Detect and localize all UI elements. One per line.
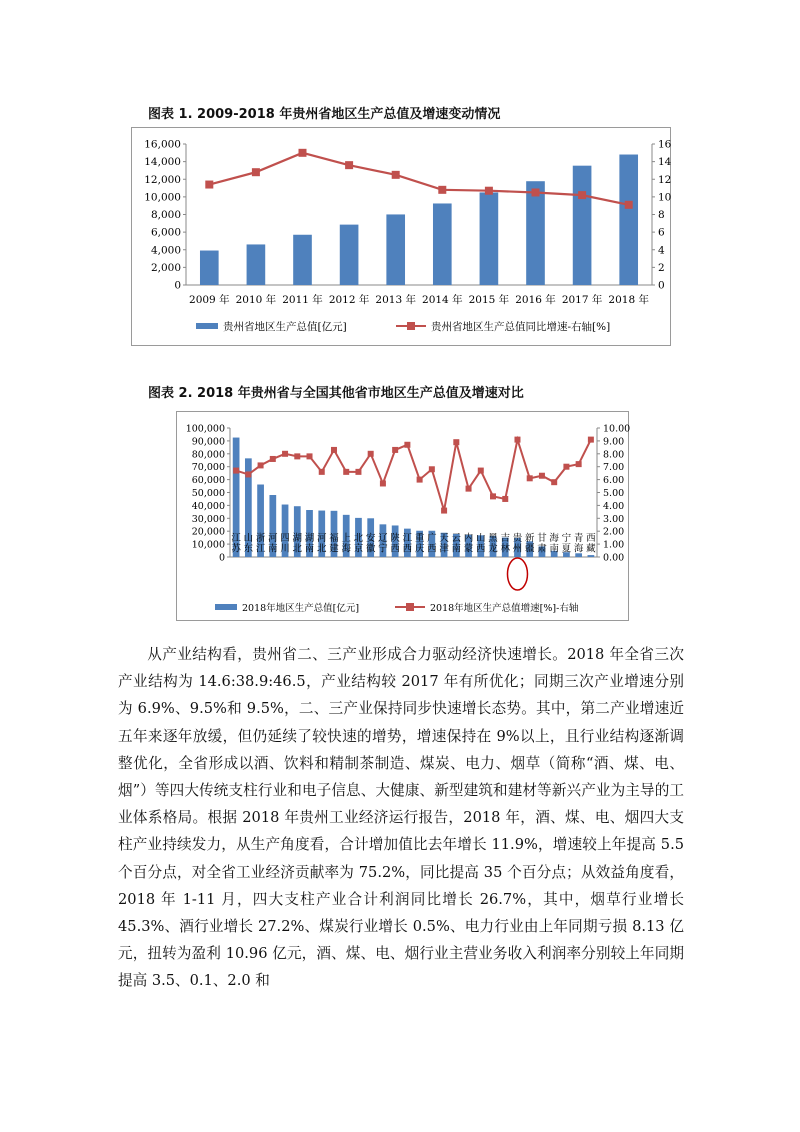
body-text <box>118 641 684 995</box>
fig2-growth-point <box>551 479 557 485</box>
fig2-growth-point <box>294 453 300 459</box>
fig2-category-label: 上海 <box>341 533 351 555</box>
fig2-legend-line-label: 2018年地区生产总值增速[%]-右轴 <box>430 603 579 614</box>
fig1-left-tick-label: 16,000 <box>144 138 181 151</box>
fig2-left-tick-label: 70,000 <box>191 462 225 474</box>
fig2-left-tick-label: 10,000 <box>191 539 225 551</box>
fig2-category-label: 黑龙 <box>488 533 498 555</box>
fig2-growth-point <box>429 466 435 472</box>
fig2-left-tick-label: 40,000 <box>191 500 225 512</box>
fig2-category-label: 陕西 <box>390 533 400 555</box>
fig2-right-tick-label: 9.00 <box>603 436 625 448</box>
fig2-category-label: 西藏 <box>586 533 596 555</box>
fig2-category-label: 青海 <box>573 533 584 555</box>
fig2-category-label: 河北 <box>316 533 327 555</box>
fig2-growth-point <box>539 473 545 479</box>
fig1-bar <box>247 244 266 285</box>
fig1-category-label: 2011 年 <box>282 294 323 306</box>
fig1-category-label: 2014 年 <box>422 294 463 306</box>
fig1-right-tick-label: 2 <box>658 261 665 274</box>
fig2-category-label: 内蒙 <box>463 533 474 555</box>
fig2-right-tick-label: 0.00 <box>603 552 625 564</box>
fig2-category-label: 江苏 <box>231 533 241 555</box>
fig2-growth-point <box>514 437 520 443</box>
fig2-right-tick-label: 5.00 <box>603 488 625 499</box>
fig2-category-label: 新疆 <box>524 533 535 555</box>
fig2-category-label: 福建 <box>329 533 339 555</box>
fig1-growth-point <box>392 171 400 179</box>
fig2-category-label: 重庆 <box>414 533 425 555</box>
fig2-right-tick-label: 10.00 <box>603 423 631 435</box>
fig2-growth-point <box>490 493 496 499</box>
fig1-category-label: 2016 年 <box>515 294 556 306</box>
fig2-right-tick-label: 3.00 <box>603 513 625 525</box>
fig2-growth-line <box>236 440 591 511</box>
fig2-growth-point <box>380 480 386 486</box>
fig1-right-tick-label: 4 <box>658 244 665 257</box>
fig2-left-tick-label: 20,000 <box>191 526 225 538</box>
fig1-bar <box>573 166 592 285</box>
fig2-left-tick-label: 80,000 <box>191 449 225 461</box>
fig2-growth-point <box>319 469 325 475</box>
fig2-left-tick-label: 30,000 <box>191 513 225 525</box>
fig2-growth-point <box>233 468 239 474</box>
fig2-right-tick-label: 7.00 <box>603 462 625 474</box>
fig1-right-tick-label: 8 <box>658 209 665 221</box>
fig2-growth-point <box>245 471 251 477</box>
fig1-growth-point <box>345 161 353 169</box>
fig1-growth-point <box>252 168 260 176</box>
fig2-right-tick-label: 1.00 <box>603 539 625 551</box>
fig2-right-tick-label: 6.00 <box>603 475 625 487</box>
fig2-growth-point <box>392 447 398 453</box>
fig1-growth-point <box>578 191 586 199</box>
fig2-category-label: 辽宁 <box>378 533 388 555</box>
fig2-bar <box>588 555 595 557</box>
fig2-left-tick-label: 50,000 <box>191 488 225 499</box>
fig2-category-label: 甘肃 <box>537 533 547 555</box>
fig2-growth-point <box>588 437 594 443</box>
fig2-growth-point <box>331 447 337 453</box>
fig2-category-label: 宁夏 <box>561 533 572 555</box>
fig1-growth-line <box>209 153 628 205</box>
fig1-right-tick-label: 14 <box>658 156 672 169</box>
fig2-growth-point <box>355 469 361 475</box>
fig2-category-label: 安徽 <box>365 533 376 555</box>
fig2-legend-line-marker <box>406 603 414 611</box>
fig2-left-tick-label: 0 <box>218 552 225 564</box>
fig1-growth-point <box>625 201 633 209</box>
fig2-left-tick-label: 90,000 <box>191 436 225 448</box>
fig1-category-label: 2009 年 <box>189 294 230 306</box>
figure1-caption: 图表 1. 2009-2018 年贵州省地区生产总值及增速变动情况 <box>148 107 501 122</box>
fig2-legend-bar-label: 2018年地区生产总值[亿元] <box>242 603 360 614</box>
fig1-right-tick-label: 16 <box>658 138 672 151</box>
fig2-growth-point <box>441 508 447 514</box>
fig2-growth-point <box>576 461 582 467</box>
fig1-legend-line-label: 贵州省地区生产总值同比增速-右轴[%] <box>431 321 611 333</box>
fig2-category-label: 湖南 <box>304 533 315 555</box>
fig2-category-label: 北京 <box>353 533 364 555</box>
fig2-category-label: 山东 <box>243 533 254 555</box>
fig2-growth-point <box>466 486 472 492</box>
fig1-category-label: 2012 年 <box>328 294 370 306</box>
fig2-category-label: 海南 <box>549 533 559 555</box>
fig1-right-tick-label: 0 <box>658 279 665 292</box>
fig2-right-tick-label: 4.00 <box>603 500 625 512</box>
fig2-category-label: 吉林 <box>500 533 511 555</box>
figure2-svg <box>177 412 631 620</box>
fig2-growth-point <box>270 456 276 462</box>
fig1-growth-point <box>438 186 446 194</box>
fig1-right-tick-label: 6 <box>658 226 665 239</box>
fig2-category-label: 浙江 <box>255 533 266 555</box>
fig2-growth-point <box>343 469 349 475</box>
fig1-category-label: 2013 年 <box>375 294 416 306</box>
fig2-growth-point <box>368 451 374 457</box>
figure2-caption: 图表 2. 2018 年贵州省与全国其他省市地区生产总值及增速对比 <box>148 386 524 401</box>
figure1-svg <box>132 128 670 345</box>
fig2-right-tick-label: 2.00 <box>603 526 625 538</box>
fig2-category-label: 云南 <box>451 533 462 555</box>
fig1-legend-line-marker <box>407 322 415 330</box>
fig2-growth-point <box>282 451 288 457</box>
fig2-category-label: 山西 <box>476 533 486 555</box>
fig1-left-tick-label: 14,000 <box>144 156 181 169</box>
fig2-category-label: 贵州 <box>512 533 523 555</box>
fig2-right-tick-label: 8.00 <box>603 449 625 461</box>
fig2-growth-point <box>307 453 313 459</box>
fig1-category-label: 2017 年 <box>561 294 603 306</box>
fig2-left-tick-label: 100,000 <box>185 423 225 435</box>
fig2-category-label: 河南 <box>268 533 278 555</box>
fig2-legend-bar-swatch <box>215 604 237 610</box>
fig1-bar <box>480 192 499 285</box>
fig2-category-label: 广西 <box>427 533 437 555</box>
fig1-bar <box>200 251 219 285</box>
fig2-category-label: 四川 <box>280 533 290 555</box>
fig2-growth-point <box>417 477 423 483</box>
fig2-growth-point <box>563 464 569 470</box>
fig1-category-label: 2010 年 <box>235 294 277 306</box>
figure2-chart <box>176 411 629 621</box>
fig2-growth-point <box>502 496 508 502</box>
fig1-left-tick-label: 0 <box>174 279 181 292</box>
fig2-growth-point <box>453 439 459 445</box>
fig1-left-tick-label: 2,000 <box>150 261 181 274</box>
fig1-bar <box>619 155 638 285</box>
fig1-bar <box>293 235 312 285</box>
fig1-bar <box>526 181 545 285</box>
fig2-growth-point <box>527 475 533 481</box>
fig2-left-tick-label: 60,000 <box>191 475 225 487</box>
figure1-chart <box>131 127 671 346</box>
fig2-category-label: 江西 <box>402 533 413 555</box>
fig2-highlight-circle <box>507 558 527 590</box>
fig1-category-label: 2018 年 <box>608 294 649 306</box>
fig2-growth-point <box>258 462 264 468</box>
fig1-growth-point <box>532 188 540 196</box>
fig1-bar <box>340 225 359 285</box>
fig1-left-tick-label: 12,000 <box>144 173 181 186</box>
fig1-bar <box>433 203 452 285</box>
fig1-growth-point <box>299 149 307 157</box>
fig1-legend-bar-label: 贵州省地区生产总值[亿元] <box>223 321 347 333</box>
fig1-right-tick-label: 12 <box>658 173 672 186</box>
fig2-growth-point <box>404 442 410 448</box>
fig1-left-tick-label: 8,000 <box>150 209 181 221</box>
fig1-left-tick-label: 6,000 <box>150 226 181 239</box>
fig2-category-label: 湖北 <box>292 533 303 555</box>
fig1-growth-point <box>485 187 493 195</box>
fig1-category-label: 2015 年 <box>468 294 510 306</box>
fig1-left-tick-label: 10,000 <box>144 191 181 204</box>
fig1-right-tick-label: 10 <box>658 191 672 204</box>
fig1-bar <box>386 214 405 285</box>
fig2-growth-point <box>478 468 484 474</box>
fig2-category-label: 天津 <box>439 533 449 555</box>
fig1-left-tick-label: 4,000 <box>150 244 181 257</box>
body-paragraph: 从产业结构看，贵州省二、三产业形成合力驱动经济快速增长。2018 年全省三次产业结构为 14.6:38.9:46.5，产业结构较 2017 年有所优化；同期三次产业增速分别为 6.9%、9.5%和 9.5%，二、三产业保持同步快速增长态势。其中，第二产业增速近五年来逐年放缓，但仍延续了较快速的增势，增速保持在 9%以上，且行业结构逐渐调整优化，全省形成以酒、饮料和精制茶制造、煤炭、电力、烟草（简称“酒、煤、电、烟”）等四大传统支柱行业和电子信息、大健康、新型建筑和建材等新兴产业为主导的工业体系格局。根据 2018 年贵州工业经济运行报告，2018 年，酒、煤、电、烟四大支柱产业持续发力，从生产角度看，合计增加值比去年增长 11.9%，增速较上年提高 5.5 个百分点，对全省工业经济贡献率为 75.2%，同比提高 35 个百分点；从效益角度看，2018 年 1-11 月，四大支柱产业合计利润同比增长 26.7%，其中，烟草行业增长 45.3%、酒行业增长 27.2%、煤炭行业增长 0.5%、电力行业由上年同期亏损 8.13 亿元，扭转为盈利 10.96 亿元，酒、煤、电、烟行业主营业务收入利润率分别较上年同期提高 3.5、0.1、2.0 和 <box>118 646 684 990</box>
fig1-growth-point <box>205 181 213 189</box>
fig1-legend-bar-swatch <box>196 323 218 329</box>
